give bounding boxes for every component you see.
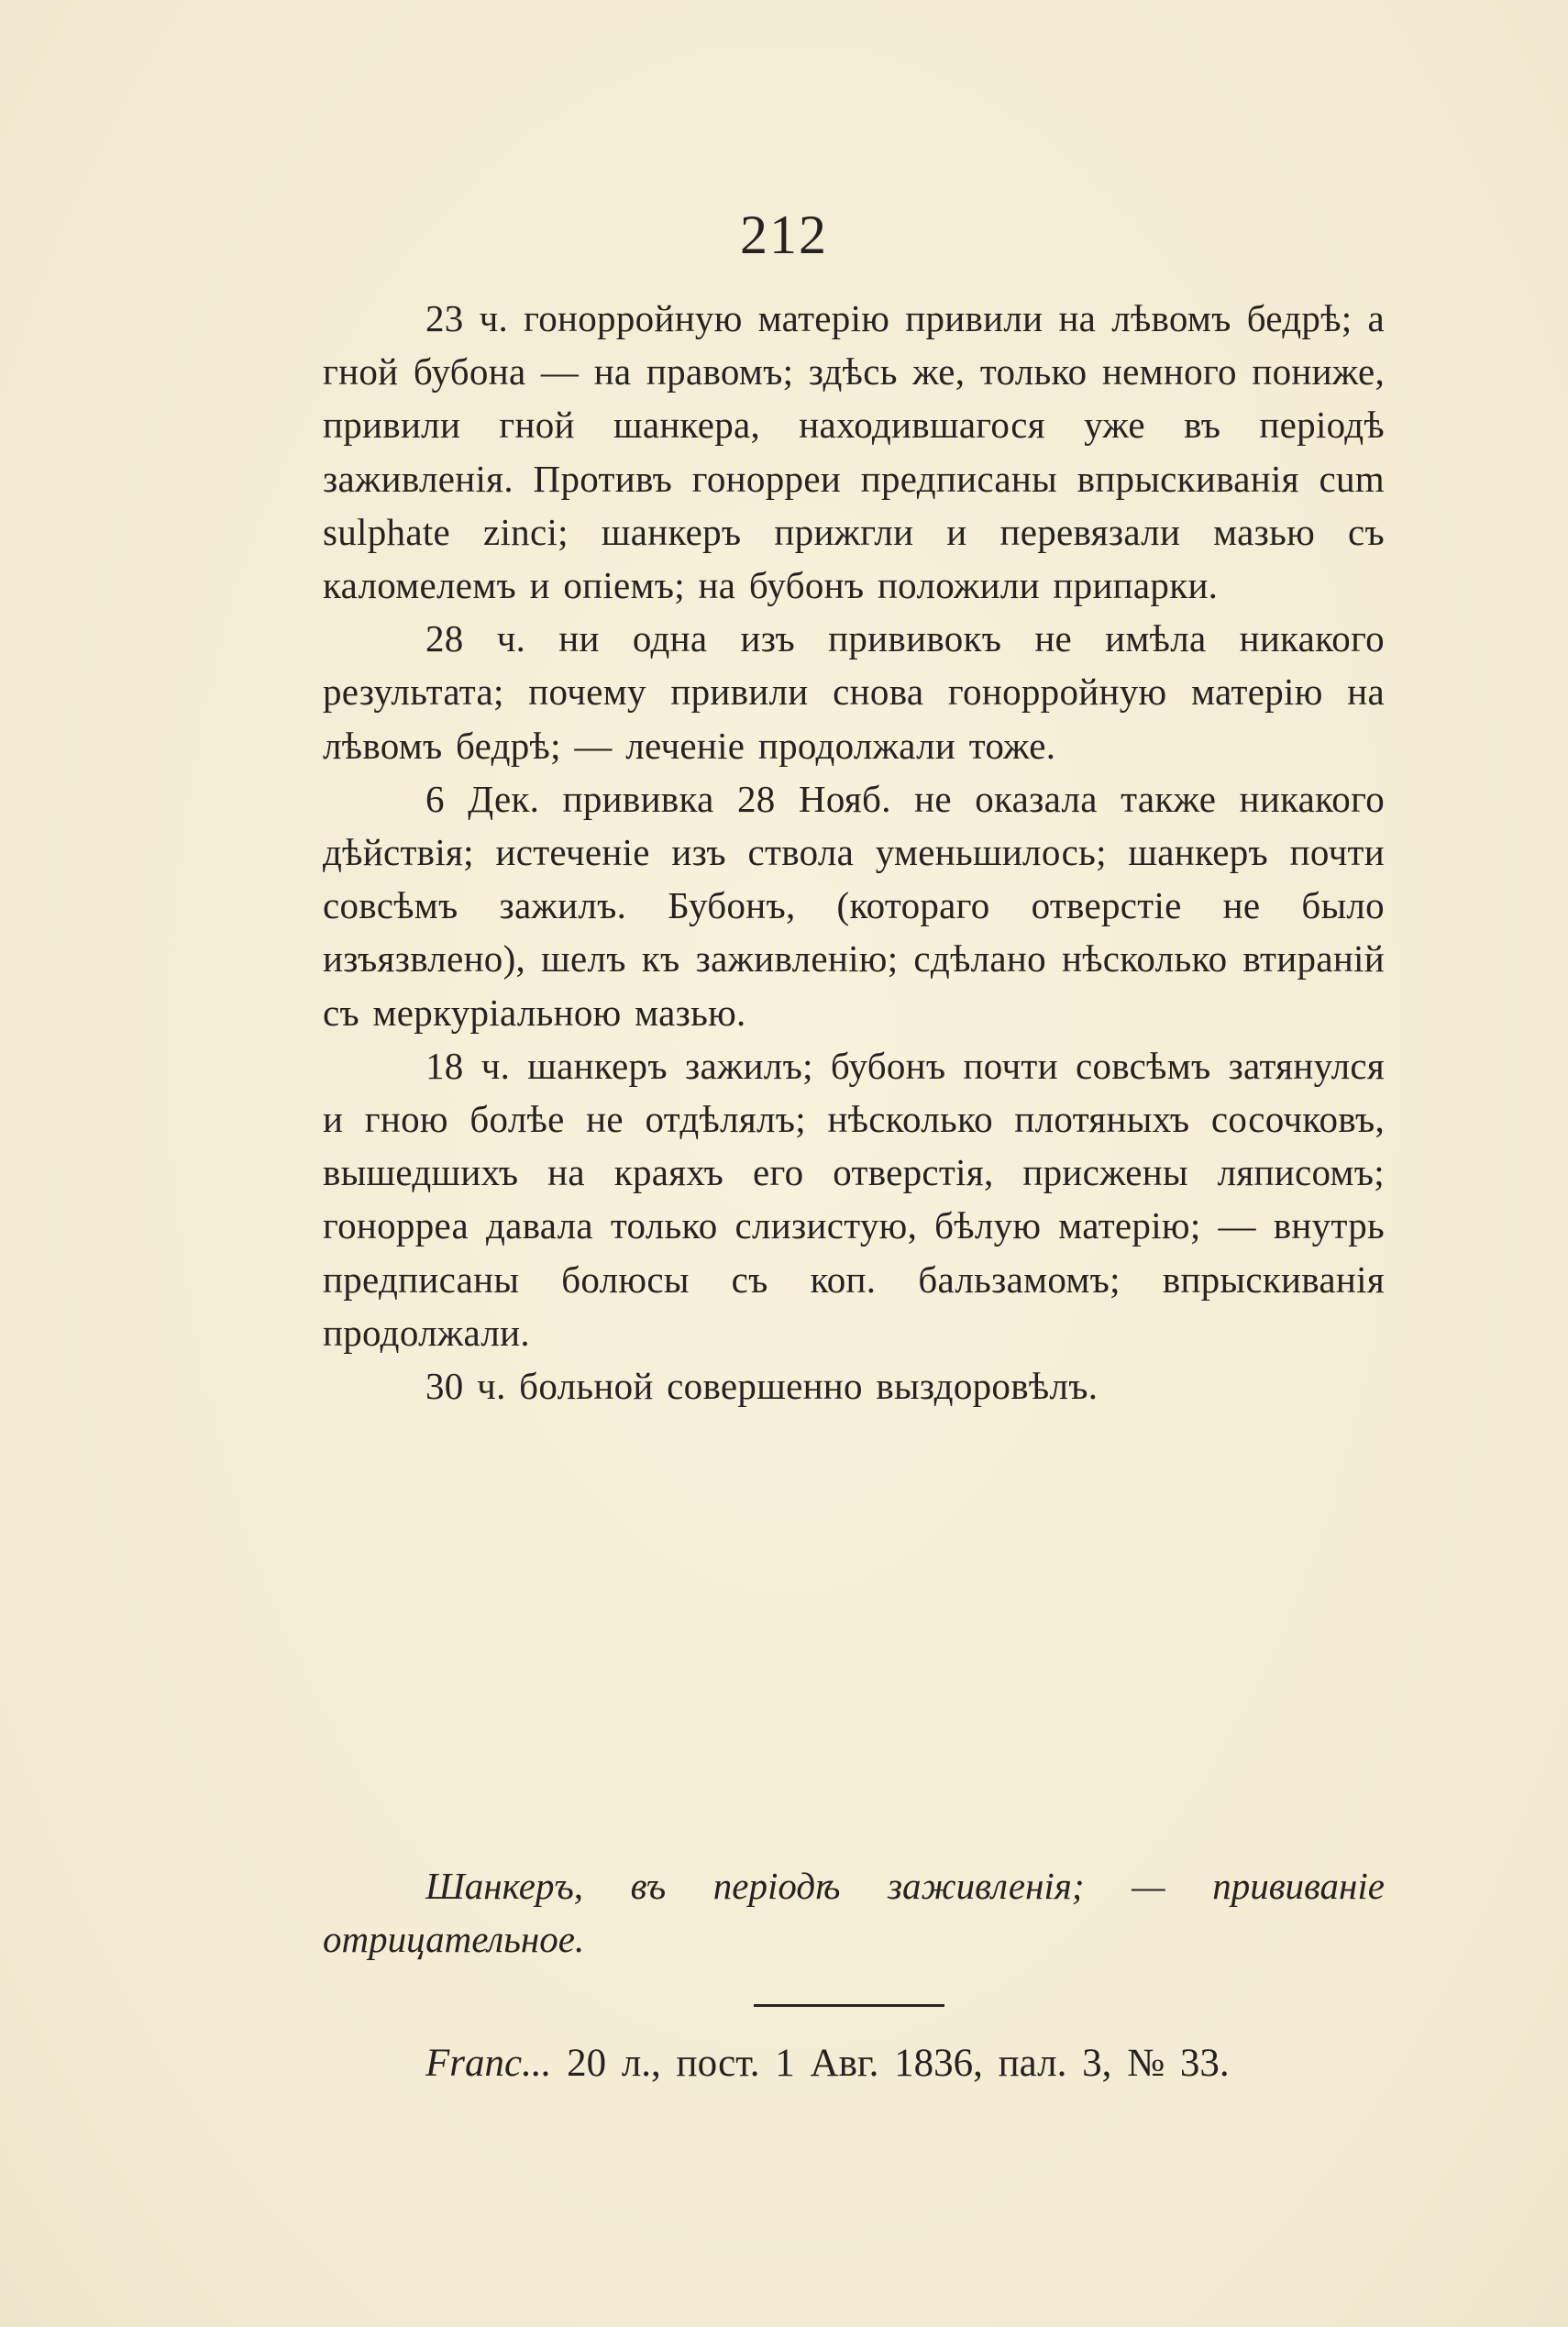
paragraph-day-28: 28 ч. ни одна изъ прививокъ не имѣла никакого результата; почему привили снова гонорройную матерію на лѣвомъ бедрѣ; — леченіе продолжали тоже. (323, 617, 1385, 767)
case-details: 20 л., пост. 1 Авг. 1836, пал. 3, № 33. (567, 2042, 1230, 2085)
case-conclusion: Шанкеръ, въ періодѣ заживленія; — прививаніе отрицательное. (323, 1865, 1385, 1960)
case-reference (323, 2036, 1385, 2091)
paragraph-day-30: 30 ч. больной совершенно выздоровѣлъ. (425, 1365, 1099, 1408)
case-record-body (323, 292, 1385, 1413)
paragraph-dec-6: 6 Дек. прививка 28 Нояб. не оказала также никакого дѣйствія; истеченіе изъ ствола уменьшилось; шанкеръ почти совсѣмъ зажилъ. Бубонъ, (котораго отверстіе не было изъязвлено), шелъ къ заживленію; сдѣлано нѣсколько втираній съ меркуріальною мазью. (323, 777, 1385, 1034)
separator-rule (754, 2004, 944, 2007)
page-number: 212 (740, 205, 828, 265)
paragraph-day-23: 23 ч. гонорройную матерію привили на лѣвомъ бедрѣ; а гной бубона — на правомъ; здѣсь же, только немного пониже, привили гной шанкера, находившагося уже въ періодѣ заживленія. Противъ гонорреи предписаны впрыскиванія cum sulphate zinci; шанкеръ прижгли и перевязали мазью съ каломелемъ и опіемъ; на бубонъ положили припарки. (323, 297, 1385, 607)
paragraph-day-18: 18 ч. шанкеръ зажилъ; бубонъ почти совсѣмъ затянулся и гною болѣе не отдѣлялъ; нѣсколько плотяныхъ сосочковъ, вышедшихъ на краяхъ его отверстія, присжены ляписомъ; гонорреа давала только слизистую, бѣлую матерію; — внутрь предписаны болюсы съ коп. бальзамомъ; впрыскиванія продолжали. (323, 1044, 1385, 1354)
case-source: Franc... (425, 2042, 552, 2085)
